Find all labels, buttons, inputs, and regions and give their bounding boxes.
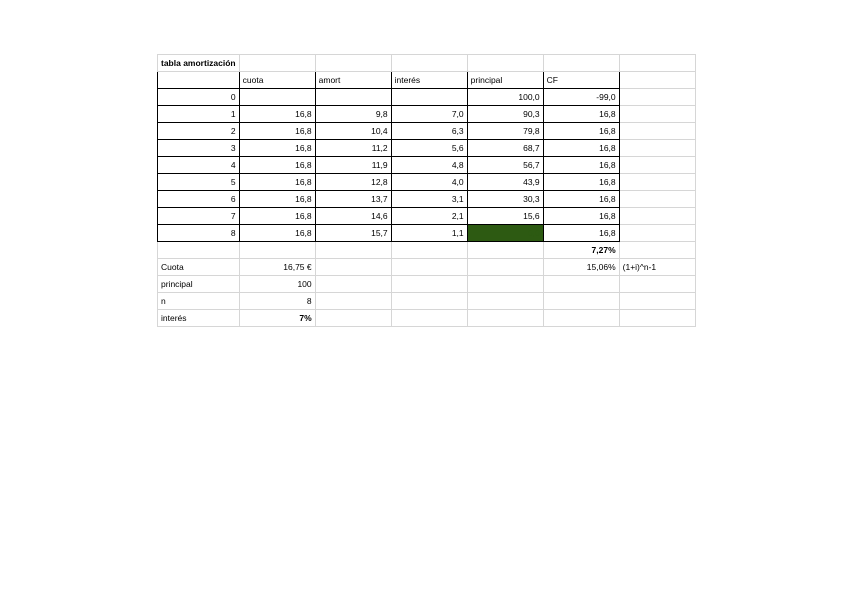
cell-cuota[interactable]: 16,8: [239, 123, 315, 140]
table-row: [158, 123, 696, 140]
cell-amort[interactable]: 15,7: [315, 225, 391, 242]
cell[interactable]: [543, 293, 619, 310]
cell[interactable]: [619, 123, 695, 140]
cell-cuota[interactable]: 16,8: [239, 174, 315, 191]
cell-amort[interactable]: 9,8: [315, 106, 391, 123]
cell[interactable]: [467, 276, 543, 293]
title-row: [158, 55, 696, 72]
cell[interactable]: [543, 310, 619, 327]
interes-value[interactable]: 7%: [239, 310, 315, 327]
cell-cuota[interactable]: 16,8: [239, 225, 315, 242]
cell-interes[interactable]: 7,0: [391, 106, 467, 123]
cell[interactable]: [619, 174, 695, 191]
cell[interactable]: [619, 276, 695, 293]
rate-value[interactable]: 15,06%: [543, 259, 619, 276]
cell-cuota[interactable]: 16,8: [239, 106, 315, 123]
cell-amort[interactable]: 10,4: [315, 123, 391, 140]
table-row: [158, 140, 696, 157]
cell-principal[interactable]: 68,7: [467, 140, 543, 157]
cell[interactable]: [239, 55, 315, 72]
cell[interactable]: [315, 276, 391, 293]
cell[interactable]: [315, 55, 391, 72]
cell-n[interactable]: 7: [158, 208, 240, 225]
cell-cf[interactable]: 16,8: [543, 106, 619, 123]
cell-interes[interactable]: 4,0: [391, 174, 467, 191]
cell[interactable]: [467, 242, 543, 259]
table-row: [158, 208, 696, 225]
interes-label[interactable]: interés: [158, 310, 240, 327]
cell[interactable]: [391, 242, 467, 259]
cell-cuota[interactable]: 16,8: [239, 208, 315, 225]
interes-row: [158, 310, 696, 327]
cell[interactable]: [619, 106, 695, 123]
cell-cf[interactable]: -99,0: [543, 89, 619, 106]
header-amort[interactable]: amort: [315, 72, 391, 89]
cell-cuota[interactable]: 16,8: [239, 191, 315, 208]
rate-formula[interactable]: (1+i)^n-1: [619, 259, 695, 276]
cell-cf[interactable]: 16,8: [543, 123, 619, 140]
sheet-title[interactable]: tabla amortización: [158, 55, 240, 72]
principal-value[interactable]: 100: [239, 276, 315, 293]
cell[interactable]: [391, 55, 467, 72]
cell[interactable]: [391, 259, 467, 276]
table-row: [158, 89, 696, 106]
cell-principal[interactable]: 90,3: [467, 106, 543, 123]
cell[interactable]: [467, 259, 543, 276]
spreadsheet-table: [157, 54, 696, 327]
table-row: [158, 157, 696, 174]
irr-value[interactable]: 7,27%: [543, 242, 619, 259]
cell-cf[interactable]: 16,8: [543, 191, 619, 208]
cell-interes[interactable]: [391, 89, 467, 106]
cell-n[interactable]: 2: [158, 123, 240, 140]
cell-cf[interactable]: 16,8: [543, 208, 619, 225]
cuota-row: [158, 259, 696, 276]
cell-amort[interactable]: [315, 89, 391, 106]
cell-cuota[interactable]: 16,8: [239, 157, 315, 174]
cell-interes[interactable]: 2,1: [391, 208, 467, 225]
cell[interactable]: [315, 259, 391, 276]
cell[interactable]: [619, 89, 695, 106]
cell-principal-highlighted[interactable]: 0,0: [467, 225, 543, 242]
header-cuota[interactable]: cuota: [239, 72, 315, 89]
cell[interactable]: [467, 55, 543, 72]
header-row: [158, 72, 696, 89]
cell[interactable]: [619, 293, 695, 310]
cell-cf[interactable]: 16,8: [543, 174, 619, 191]
cell[interactable]: [619, 140, 695, 157]
header-cf[interactable]: CF: [543, 72, 619, 89]
cell[interactable]: [619, 157, 695, 174]
cell-interes[interactable]: 3,1: [391, 191, 467, 208]
table-row: [158, 225, 696, 242]
cell-interes[interactable]: 6,3: [391, 123, 467, 140]
cell[interactable]: [619, 55, 695, 72]
cell-principal[interactable]: 30,3: [467, 191, 543, 208]
cuota-value[interactable]: 16,75 €: [239, 259, 315, 276]
cell-cf[interactable]: 16,8: [543, 140, 619, 157]
cell-cf[interactable]: 16,8: [543, 225, 619, 242]
n-label[interactable]: n: [158, 293, 240, 310]
cell[interactable]: [619, 242, 695, 259]
cell-principal[interactable]: 43,9: [467, 174, 543, 191]
cell[interactable]: [619, 208, 695, 225]
table-row: [158, 191, 696, 208]
cell-n[interactable]: 6: [158, 191, 240, 208]
cell-interes[interactable]: 4,8: [391, 157, 467, 174]
cell-amort[interactable]: 11,9: [315, 157, 391, 174]
header-blank[interactable]: [158, 72, 240, 89]
n-row: [158, 293, 696, 310]
cell[interactable]: [619, 310, 695, 327]
header-interes[interactable]: interés: [391, 72, 467, 89]
principal-row: [158, 276, 696, 293]
cell[interactable]: [391, 310, 467, 327]
cuota-label[interactable]: Cuota: [158, 259, 240, 276]
cell-interes[interactable]: 5,6: [391, 140, 467, 157]
cell[interactable]: [391, 293, 467, 310]
cell[interactable]: [158, 242, 240, 259]
cell-interes[interactable]: 1,1: [391, 225, 467, 242]
amortization-rows: [158, 89, 696, 242]
cell-cuota[interactable]: [239, 89, 315, 106]
cell-n[interactable]: 3: [158, 140, 240, 157]
cell-n[interactable]: 4: [158, 157, 240, 174]
cell[interactable]: [619, 191, 695, 208]
cell[interactable]: [467, 293, 543, 310]
cell-n[interactable]: 5: [158, 174, 240, 191]
cell[interactable]: [619, 72, 695, 89]
cell-principal[interactable]: 56,7: [467, 157, 543, 174]
cell[interactable]: [619, 225, 695, 242]
cell[interactable]: [315, 293, 391, 310]
cell-n[interactable]: 1: [158, 106, 240, 123]
cell-cf[interactable]: 16,8: [543, 157, 619, 174]
principal-label[interactable]: principal: [158, 276, 240, 293]
irr-row: [158, 242, 696, 259]
table-row: [158, 174, 696, 191]
cell-principal[interactable]: 15,6: [467, 208, 543, 225]
cell-amort[interactable]: 12,8: [315, 174, 391, 191]
cell[interactable]: [543, 276, 619, 293]
cell-amort[interactable]: 14,6: [315, 208, 391, 225]
cell-principal[interactable]: 79,8: [467, 123, 543, 140]
n-value[interactable]: 8: [239, 293, 315, 310]
cell-amort[interactable]: 13,7: [315, 191, 391, 208]
cell[interactable]: [315, 310, 391, 327]
cell[interactable]: [315, 242, 391, 259]
table-row: [158, 106, 696, 123]
header-principal[interactable]: principal: [467, 72, 543, 89]
cell-principal[interactable]: 100,0: [467, 89, 543, 106]
cell-n[interactable]: 0: [158, 89, 240, 106]
cell[interactable]: [391, 276, 467, 293]
cell-n[interactable]: 8: [158, 225, 240, 242]
cell[interactable]: [543, 55, 619, 72]
cell[interactable]: [239, 242, 315, 259]
cell-cuota[interactable]: 16,8: [239, 140, 315, 157]
cell-amort[interactable]: 11,2: [315, 140, 391, 157]
cell[interactable]: [467, 310, 543, 327]
